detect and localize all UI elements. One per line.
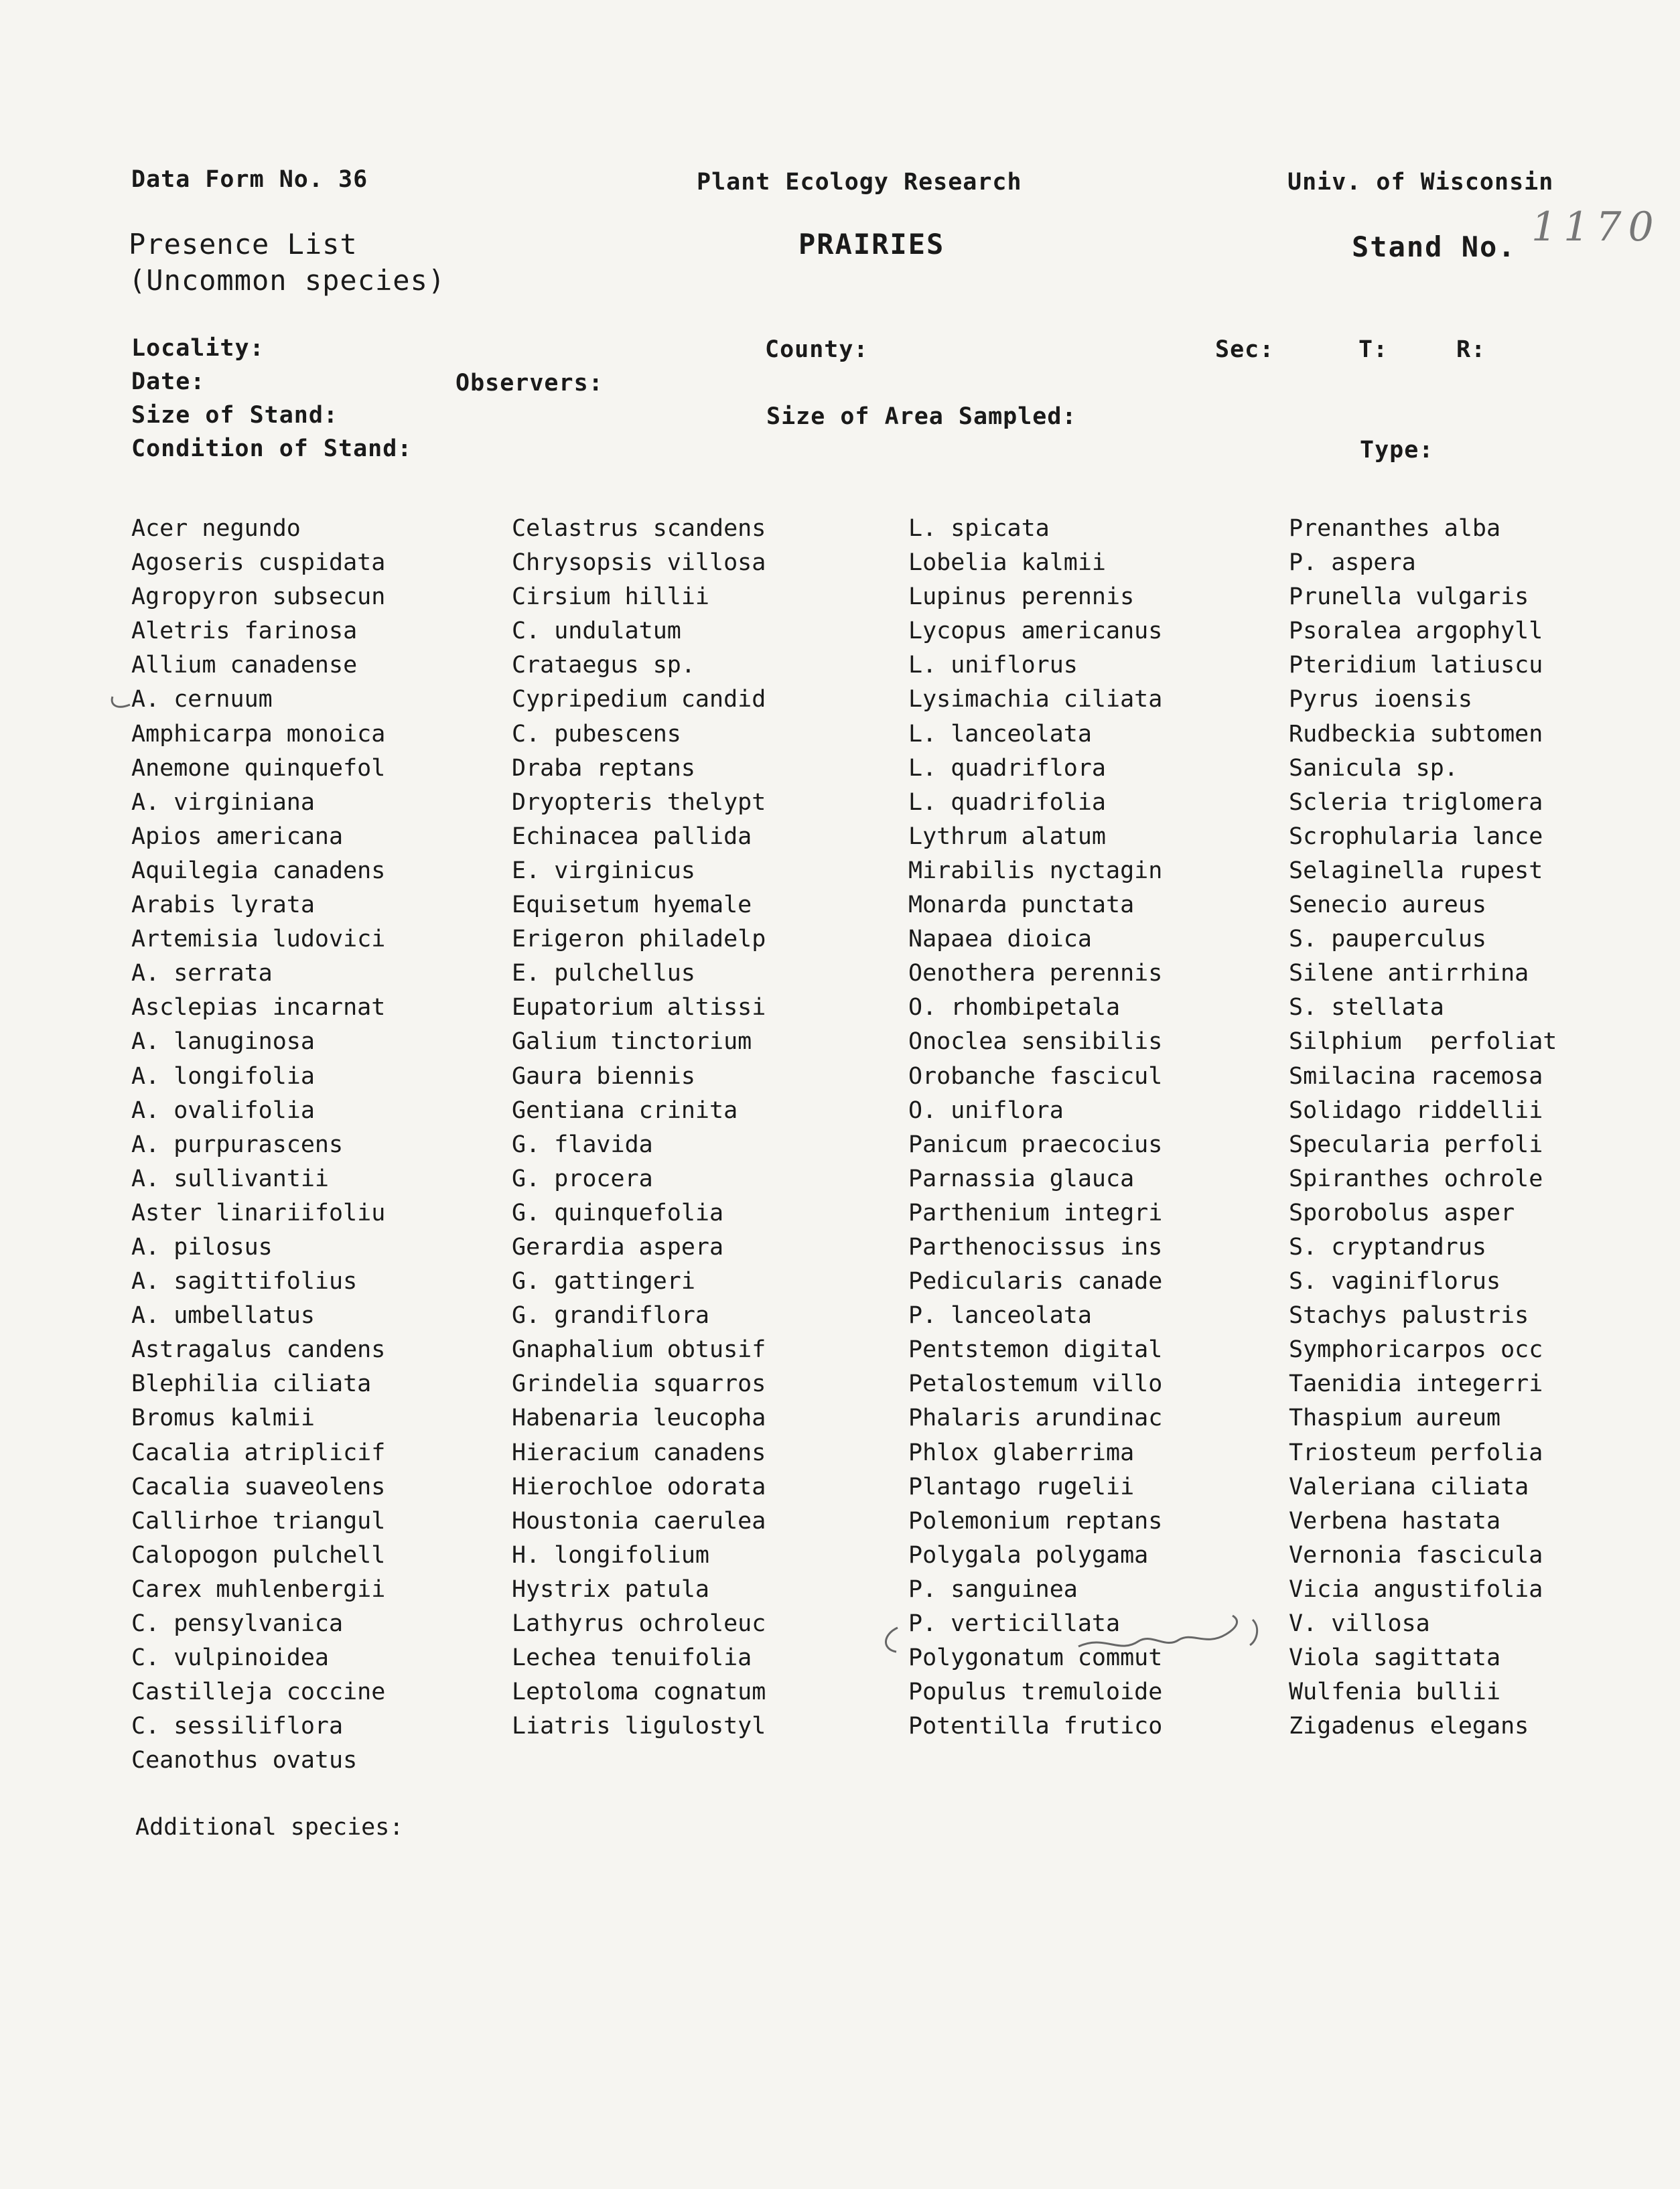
species-item: H. longifolium [512, 1541, 710, 1569]
species-item: Gerardia aspera [512, 1233, 724, 1261]
species-item: Lysimachia ciliata [908, 686, 1163, 713]
species-item: A. serrata [131, 960, 273, 987]
date-field: Date: [131, 368, 206, 395]
species-item: Taenidia integerri [1289, 1370, 1543, 1398]
species-item: C. pubescens [512, 720, 681, 748]
species-item: Lathyrus ochroleuc [512, 1610, 766, 1637]
species-item: Valeriana ciliata [1289, 1473, 1529, 1500]
species-column-3 [908, 512, 1162, 1744]
species-item: Chrysopsis villosa [512, 549, 766, 577]
species-item: Hystrix patula [512, 1575, 710, 1603]
species-item: Grindelia squarros [512, 1370, 766, 1398]
sec-field: Sec: [1215, 336, 1275, 363]
species-item: L. quadrifolia [908, 788, 1107, 816]
species-item: Silene antirrhina [1289, 960, 1529, 987]
species-column-2 [512, 512, 766, 1744]
species-item: Sanicula sp. [1289, 754, 1458, 782]
species-item: Gnaphalium obtusif [512, 1336, 766, 1364]
species-item: G. procera [512, 1165, 653, 1192]
species-item: Liatris ligulostyl [512, 1713, 766, 1740]
species-item: Dryopteris thelypt [512, 788, 766, 816]
species-item: Parnassia glauca [908, 1165, 1135, 1192]
species-item: Lechea tenuifolia [512, 1644, 752, 1672]
species-item: Gentiana crinita [512, 1097, 738, 1124]
species-item: Erigeron philadelp [512, 926, 766, 953]
species-item: S. stellata [1289, 994, 1444, 1021]
species-item: Echinacea pallida [512, 823, 752, 850]
species-item: L. uniflorus [908, 652, 1078, 679]
species-item: Aletris farinosa [131, 618, 358, 645]
species-item: O. uniflora [908, 1097, 1064, 1124]
species-item: Prunella vulgaris [1289, 583, 1529, 611]
species-item: Stachys palustris [1289, 1302, 1529, 1330]
species-item: Astragalus candens [131, 1336, 386, 1364]
species-item: G. quinquefolia [512, 1199, 724, 1226]
species-item: A. lanuginosa [131, 1028, 315, 1056]
species-item: Pteridium latiuscu [1289, 652, 1543, 679]
species-item: Asclepias incarnat [131, 994, 386, 1021]
species-item: Allium canadense [131, 652, 358, 679]
species-item: A. sullivantii [131, 1165, 330, 1192]
species-item: C. pensylvanica [131, 1610, 344, 1637]
species-item: Draba reptans [512, 754, 695, 782]
species-item: Lycopus americanus [908, 618, 1163, 645]
community-title: PRAIRIES [798, 228, 945, 261]
species-item: Polygala polygama [908, 1541, 1149, 1569]
species-item: Vernonia fascicula [1289, 1541, 1543, 1569]
species-item: P. aspera [1289, 549, 1416, 577]
species-item: Spiranthes ochrole [1289, 1165, 1543, 1192]
species-item: V. villosa [1289, 1610, 1430, 1637]
species-item: Hieracium canadens [512, 1439, 766, 1466]
species-item: Lupinus perennis [908, 583, 1135, 611]
species-item: C. undulatum [512, 618, 681, 645]
species-item: Parthenocissus ins [908, 1233, 1163, 1261]
species-item: Potentilla frutico [908, 1713, 1163, 1740]
species-item: Sporobolus asper [1289, 1199, 1515, 1226]
species-item: Calopogon pulchell [131, 1541, 386, 1569]
species-item: Petalostemum villo [908, 1370, 1163, 1398]
species-item: Callirhoe triangul [131, 1507, 386, 1535]
species-item: Scleria triglomera [1289, 788, 1543, 816]
species-item: Selaginella rupest [1289, 857, 1543, 884]
township-field: T: [1358, 336, 1389, 363]
species-item: S. cryptandrus [1289, 1233, 1487, 1261]
species-item: Solidago riddellii [1289, 1097, 1543, 1124]
species-item: Polemonium reptans [908, 1507, 1163, 1535]
size-of-area-field: Size of Area Sampled: [766, 403, 1077, 430]
observers-field: Observers: [456, 370, 604, 397]
species-item: G. gattingeri [512, 1268, 695, 1295]
species-item: Celastrus scandens [512, 515, 766, 542]
species-item: Pentstemon digital [908, 1336, 1163, 1364]
species-item: A. sagittifolius [131, 1268, 358, 1295]
species-item: Carex muhlenbergii [131, 1575, 386, 1603]
species-item: C. sessiliflora [131, 1713, 344, 1740]
list-title: Presence List [129, 228, 358, 261]
species-item: Hierochloe odorata [512, 1473, 766, 1500]
species-item: Anemone quinquefol [131, 754, 386, 782]
species-column-1 [131, 512, 385, 1778]
species-item: Lobelia kalmii [908, 549, 1107, 577]
list-subtitle: (Uncommon species) [129, 264, 446, 297]
species-item: O. rhombipetala [908, 994, 1121, 1021]
county-field: County: [765, 336, 869, 363]
species-item: Oenothera perennis [908, 960, 1163, 987]
size-of-stand-field: Size of Stand: [131, 402, 339, 429]
species-item: Cacalia atriplicif [131, 1439, 386, 1466]
species-item: Cacalia suaveolens [131, 1473, 386, 1500]
range-field: R: [1456, 336, 1486, 363]
species-item: L. spicata [908, 515, 1050, 542]
condition-field: Condition of Stand: [131, 435, 413, 462]
species-item: Ceanothus ovatus [131, 1747, 358, 1774]
species-item: A. longifolia [131, 1062, 315, 1090]
species-item: P. sanguinea [908, 1575, 1078, 1603]
species-item: Lythrum alatum [908, 823, 1107, 850]
organization: Plant Ecology Research [697, 169, 1022, 196]
species-item: Apios americana [131, 823, 344, 850]
species-item: Specularia perfoli [1289, 1131, 1543, 1158]
species-item: Bromus kalmii [131, 1405, 315, 1432]
stand-label: Stand No. [1352, 230, 1517, 263]
species-item: Houstonia caerulea [512, 1507, 766, 1535]
species-item: A. cernuum [131, 686, 273, 713]
form-number: Data Form No. 36 [131, 166, 368, 193]
species-item: A. purpurascens [131, 1131, 344, 1158]
species-item: Populus tremuloide [908, 1679, 1163, 1706]
species-item: P. verticillata [908, 1610, 1121, 1637]
species-item: A. virginiana [131, 788, 315, 816]
species-item: Monarda punctata [908, 892, 1135, 919]
species-item: Crataegus sp. [512, 652, 695, 679]
species-item: Triosteum perfolia [1289, 1439, 1543, 1466]
species-item: Vicia angustifolia [1289, 1575, 1543, 1603]
species-item: Pedicularis canade [908, 1268, 1163, 1295]
species-item: Cypripedium candid [512, 686, 766, 713]
species-item: Scrophularia lance [1289, 823, 1543, 850]
species-item: Wulfenia bullii [1289, 1679, 1501, 1706]
species-item: E. pulchellus [512, 960, 695, 987]
check-mark [107, 690, 147, 717]
species-item: Arabis lyrata [131, 892, 315, 919]
species-item: Equisetum hyemale [512, 892, 752, 919]
species-item: Rudbeckia subtomen [1289, 720, 1543, 748]
species-item: Plantago rugelii [908, 1473, 1135, 1500]
species-item: Symphoricarpos occ [1289, 1336, 1543, 1364]
species-item: Thaspium aureum [1289, 1405, 1501, 1432]
species-item: L. lanceolata [908, 720, 1092, 748]
species-item: Parthenium integri [908, 1199, 1163, 1226]
species-item: Cirsium hillii [512, 583, 710, 611]
type-field: Type: [1360, 437, 1434, 464]
species-item: S. pauperculus [1289, 926, 1487, 953]
species-item: Mirabilis nyctagin [908, 857, 1163, 884]
species-item: Verbena hastata [1289, 1507, 1501, 1535]
species-item: Castilleja coccine [131, 1679, 386, 1706]
species-item: E. virginicus [512, 857, 695, 884]
species-item: C. vulpinoidea [131, 1644, 330, 1672]
species-item: Aquilegia canadens [131, 857, 386, 884]
species-column-4 [1289, 512, 1557, 1744]
species-item: Eupatorium altissi [512, 994, 766, 1021]
species-item: G. flavida [512, 1131, 653, 1158]
species-item: Agropyron subsecun [131, 583, 386, 611]
locality-field: Locality: [131, 335, 265, 362]
species-item: Onoclea sensibilis [908, 1028, 1163, 1056]
species-item: Viola sagittata [1289, 1644, 1501, 1672]
species-item: Silphium perfoliat [1289, 1028, 1557, 1056]
species-item: Artemisia ludovici [131, 926, 386, 953]
species-item: Phalaris arundinac [908, 1405, 1163, 1432]
species-item: Orobanche fascicul [908, 1062, 1163, 1090]
stand-number: 1170 [1531, 204, 1661, 251]
species-item: G. grandiflora [512, 1302, 710, 1330]
handwritten-annotation [878, 1614, 1266, 1668]
species-item: L. quadriflora [908, 754, 1107, 782]
species-item: Leptoloma cognatum [512, 1679, 766, 1706]
species-item: Habenaria leucopha [512, 1405, 766, 1432]
species-item: S. vaginiflorus [1289, 1268, 1501, 1295]
university: Univ. of Wisconsin [1287, 169, 1554, 196]
species-item: Pyrus ioensis [1289, 686, 1472, 713]
species-item: A. ovalifolia [131, 1097, 315, 1124]
species-item: Senecio aureus [1289, 892, 1487, 919]
species-item: Acer negundo [131, 515, 301, 542]
species-item: Blephilia ciliata [131, 1370, 372, 1398]
species-item: Polygonatum commut [908, 1644, 1163, 1672]
species-item: Agoseris cuspidata [131, 549, 386, 577]
species-item: Aster linariifoliu [131, 1199, 386, 1226]
species-item: Psoralea argophyll [1289, 618, 1543, 645]
species-item: A. umbellatus [131, 1302, 315, 1330]
species-item: Gaura biennis [512, 1062, 695, 1090]
species-item: A. pilosus [131, 1233, 273, 1261]
species-item: Zigadenus elegans [1289, 1713, 1529, 1740]
species-item: Phlox glaberrima [908, 1439, 1135, 1466]
species-item: Napaea dioica [908, 926, 1092, 953]
species-item: Prenanthes alba [1289, 515, 1501, 542]
additional-species-label: Additional species: [135, 1814, 404, 1841]
species-item: Smilacina racemosa [1289, 1062, 1543, 1090]
species-item: Amphicarpa monoica [131, 720, 386, 748]
species-item: Panicum praecocius [908, 1131, 1163, 1158]
species-item: Galium tinctorium [512, 1028, 752, 1056]
species-item: P. lanceolata [908, 1302, 1092, 1330]
